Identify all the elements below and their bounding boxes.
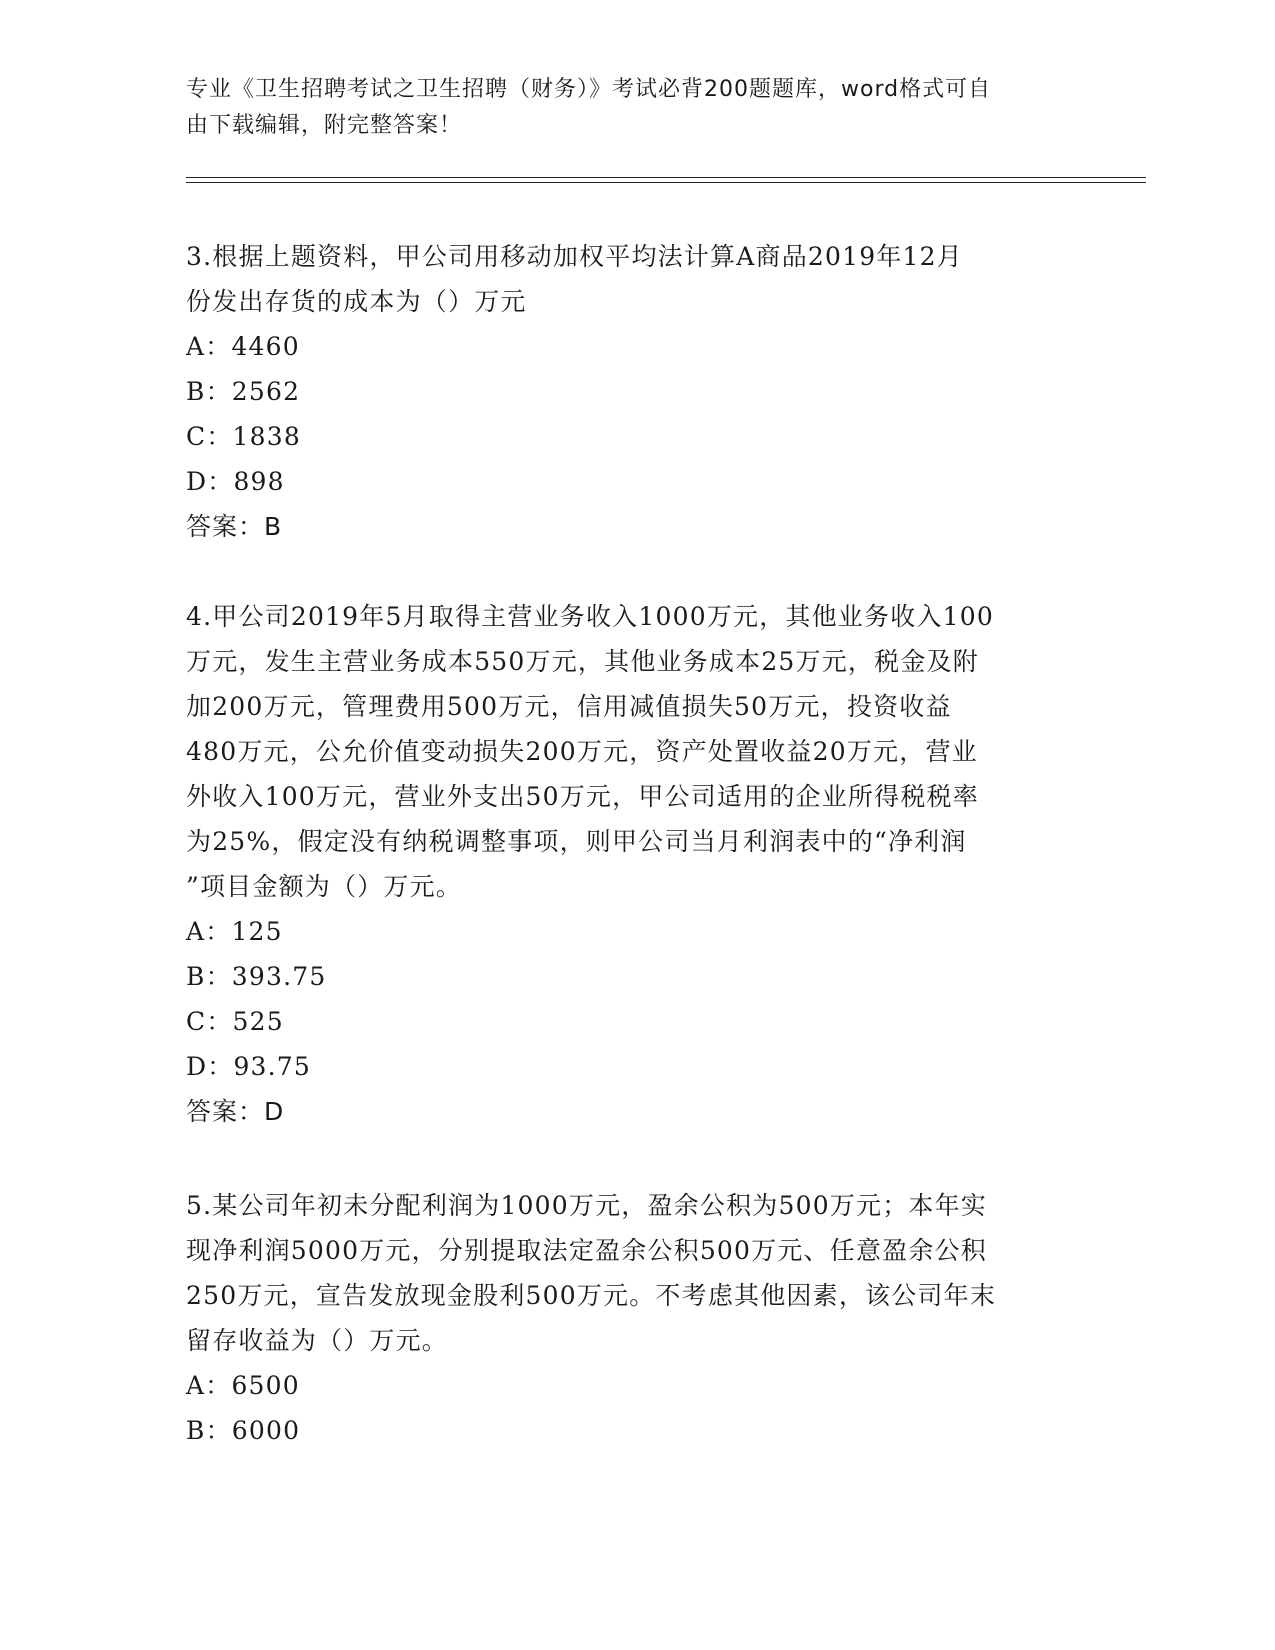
header-intro-line-1: 专业《卫生招聘考试之卫生招聘（财务）》考试必背200题题库，word格式可自 [186, 77, 992, 102]
option-c: C：525 [186, 1007, 284, 1036]
question-stem: 4.甲公司2019年5月取得主营业务收入1000万元，其他业务收入100 万元，发生主营业务成本550万元，其他业务成本25万元，税金及附 加200万元，管理费用500万元，信用减值损失50万元，投资收益 480万元，公允价值变动损失200万元，资产处置收益20万元，营业 外收入100万元，营业外支出50万元，甲公司适用的企业所得税税率 为25%，假定没有纳税调整事项，则甲公司当月利润表中的“净利润 ”项目金额为（）万元。 [186, 602, 994, 901]
option-d: D：898 [186, 467, 285, 496]
option-a: A：125 [186, 917, 283, 946]
option-b: B：2562 [186, 377, 301, 406]
option-c: C：1838 [186, 422, 301, 451]
header-divider-bottom [186, 182, 1146, 183]
option-b: B：6000 [186, 1416, 301, 1445]
question-3 [186, 234, 1076, 549]
question-stem: 5.某公司年初未分配利润为1000万元，盈余公积为500万元；本年实 现净利润5000万元，分别提取法定盈余公积500万元、任意盈余公积 250万元，宣告发放现金股利500万元。不考虑其他因素，该公司年末 留存收益为（）万元。 [186, 1191, 997, 1355]
question-5 [186, 1183, 1076, 1453]
question-stem: 3.根据上题资料，甲公司用移动加权平均法计算A商品2019年12月 份发出存货的成本为（）万元 [186, 242, 963, 316]
option-d: D：93.75 [186, 1052, 312, 1081]
answer-line: 答案：B [186, 512, 283, 541]
option-a: A：4460 [186, 332, 300, 361]
document-header [186, 72, 1066, 144]
option-b: B：393.75 [186, 962, 327, 991]
question-4 [186, 594, 1076, 1134]
header-divider-top [186, 177, 1146, 178]
answer-line: 答案：D [186, 1097, 285, 1126]
header-intro-line-2: 由下载编辑，附完整答案！ [186, 113, 463, 138]
option-a: A：6500 [186, 1371, 300, 1400]
